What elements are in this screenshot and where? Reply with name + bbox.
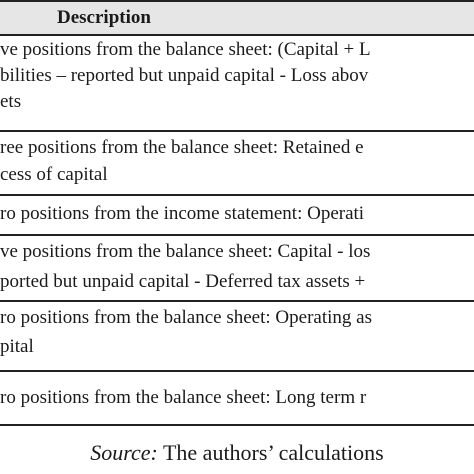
row-text-line: cess of capital bbox=[0, 164, 108, 185]
row-text-line: ro positions from the income statement: Operati bbox=[0, 203, 365, 224]
table-row bbox=[0, 196, 474, 234]
column-header-description: Description bbox=[57, 7, 151, 28]
table-header-row bbox=[0, 2, 474, 34]
table-row bbox=[0, 302, 474, 366]
row-text-line: pital bbox=[0, 336, 34, 357]
row-text-line: ets bbox=[0, 91, 22, 112]
row-text-line: ree positions from the balance sheet: Retained e bbox=[0, 137, 364, 158]
table-row bbox=[0, 132, 474, 194]
row-text-line: ve positions from the balance sheet: Capital - los bbox=[0, 241, 371, 262]
source-caption bbox=[0, 440, 474, 466]
table-row bbox=[0, 372, 474, 426]
source-text: The authors’ calculations bbox=[157, 440, 384, 465]
table-row bbox=[0, 36, 474, 130]
table-row bbox=[0, 236, 474, 300]
row-text-line: ported but unpaid capital - Deferred tax assets + bbox=[0, 271, 366, 292]
row-text-line: ve positions from the balance sheet: (Capital + L bbox=[0, 39, 371, 60]
row-text-line: ro positions from the balance sheet: Long term r bbox=[0, 387, 367, 408]
row-text-line: bilities – reported but unpaid capital - Loss abov bbox=[0, 65, 369, 86]
source-label: Source: bbox=[90, 440, 158, 465]
table-bottom-border bbox=[0, 424, 474, 426]
row-text-line: ro positions from the balance sheet: Operating as bbox=[0, 307, 372, 328]
